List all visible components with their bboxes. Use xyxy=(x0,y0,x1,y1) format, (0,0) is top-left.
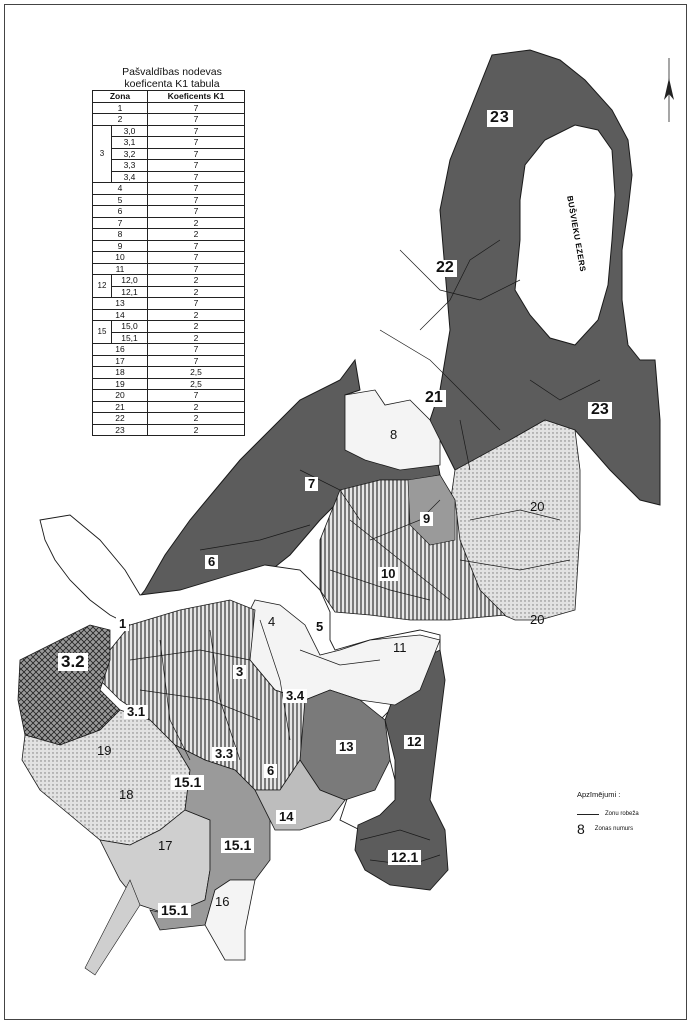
table-row xyxy=(93,367,245,379)
zone-label-17: 17 xyxy=(158,838,173,853)
subzone-cell: 3,3 xyxy=(112,160,148,172)
zone-label-3-2: 3.2 xyxy=(58,653,88,671)
coefficient-cell: 2 xyxy=(148,332,245,344)
zone-label-13: 13 xyxy=(336,740,356,754)
table-row xyxy=(93,263,245,275)
zone-group-cell: 15 xyxy=(93,321,112,344)
table-row xyxy=(93,321,245,333)
coefficient-cell: 7 xyxy=(148,137,245,149)
coefficient-cell: 7 xyxy=(148,171,245,183)
zone-cell: 21 xyxy=(93,401,148,413)
header-zone: Zona xyxy=(93,91,148,103)
subzone-cell: 3,1 xyxy=(112,137,148,149)
north-arrow xyxy=(662,56,676,128)
zone-cell: 16 xyxy=(93,344,148,356)
coefficient-cell: 2 xyxy=(148,413,245,425)
lake-busvieku xyxy=(515,125,615,345)
table-row xyxy=(93,160,245,172)
table-row xyxy=(93,390,245,402)
coefficient-cell: 7 xyxy=(148,125,245,137)
coefficient-cell: 7 xyxy=(148,206,245,218)
legend-title: Apzīmējumi : xyxy=(577,790,621,799)
coefficient-table-block xyxy=(92,66,252,436)
coefficient-cell: 2 xyxy=(148,401,245,413)
zone-label-9: 9 xyxy=(420,512,433,526)
coefficient-cell: 2 xyxy=(148,275,245,287)
table-row xyxy=(93,114,245,126)
table-row xyxy=(93,148,245,160)
zone-label-3-4: 3.4 xyxy=(283,689,307,703)
table-row xyxy=(93,355,245,367)
table-row xyxy=(93,424,245,436)
zone-label-1: 1 xyxy=(116,617,129,631)
zone-label-15-1-upper: 15.1 xyxy=(171,775,204,790)
legend-number-label: Zonas numurs xyxy=(594,826,634,832)
coefficient-cell: 7 xyxy=(148,263,245,275)
table-row xyxy=(93,275,245,287)
coefficient-cell: 2 xyxy=(148,309,245,321)
table-row xyxy=(93,171,245,183)
zone-label-5: 5 xyxy=(313,620,326,634)
zone-label-21: 21 xyxy=(422,390,446,407)
zone-cell: 14 xyxy=(93,309,148,321)
coefficient-cell: 7 xyxy=(148,160,245,172)
zone-cell: 4 xyxy=(93,183,148,195)
zone-cell: 9 xyxy=(93,240,148,252)
legend-boundary-label: Zonu robeža xyxy=(605,811,639,817)
zone-group-cell: 3 xyxy=(93,125,112,183)
coefficient-table xyxy=(92,90,245,436)
table-row xyxy=(93,332,245,344)
legend-row-number xyxy=(577,821,672,837)
coefficient-cell: 7 xyxy=(148,183,245,195)
coefficient-cell: 7 xyxy=(148,298,245,310)
zone-label-3-1: 3.1 xyxy=(124,705,148,719)
table-row xyxy=(93,137,245,149)
subzone-cell: 3,4 xyxy=(112,171,148,183)
zone-cell: 20 xyxy=(93,390,148,402)
zone-label-23-north: 23 xyxy=(487,110,513,127)
zone-label-10: 10 xyxy=(378,567,398,581)
zone-label-20-lower: 20 xyxy=(530,612,545,627)
zone-cell: 7 xyxy=(93,217,148,229)
table-title-line1: Pašvaldības nodevas xyxy=(122,66,222,78)
zone-label-12: 12 xyxy=(404,735,424,749)
coefficient-cell: 7 xyxy=(148,355,245,367)
subzone-cell: 15,0 xyxy=(112,321,148,333)
zone-label-8: 8 xyxy=(390,427,398,442)
zone-cell: 22 xyxy=(93,413,148,425)
zone-label-7: 7 xyxy=(305,477,318,491)
table-title-line2: koeficenta K1 tabula xyxy=(124,78,220,90)
table-row xyxy=(93,344,245,356)
table-row xyxy=(93,413,245,425)
subzone-cell: 12,0 xyxy=(112,275,148,287)
north-arrow-icon xyxy=(662,56,676,126)
zone-cell: 19 xyxy=(93,378,148,390)
table-row xyxy=(93,298,245,310)
subzone-cell: 15,1 xyxy=(112,332,148,344)
boundary-line-icon xyxy=(577,814,599,815)
zone-label-18: 18 xyxy=(119,787,134,802)
zone-cell: 1 xyxy=(93,102,148,114)
zone-label-22: 22 xyxy=(433,260,457,277)
zone-label-19: 19 xyxy=(97,743,112,758)
zone-label-3: 3 xyxy=(233,665,246,679)
legend-row-boundary xyxy=(577,811,672,817)
table-row xyxy=(93,183,245,195)
zone-cell: 23 xyxy=(93,424,148,436)
spit xyxy=(85,880,140,975)
subzone-cell: 12,1 xyxy=(112,286,148,298)
table-row xyxy=(93,401,245,413)
zone-label-12-1: 12.1 xyxy=(388,850,421,865)
zone-cell: 13 xyxy=(93,298,148,310)
coefficient-cell: 2,5 xyxy=(148,378,245,390)
coefficient-cell: 2 xyxy=(148,286,245,298)
coefficient-cell: 7 xyxy=(148,344,245,356)
zone-label-15-1-middle: 15.1 xyxy=(221,838,254,853)
zone-label-4: 4 xyxy=(268,614,276,629)
zone-label-20-upper: 20 xyxy=(530,499,545,514)
table-row xyxy=(93,252,245,264)
zone-cell: 2 xyxy=(93,114,148,126)
table-row xyxy=(93,229,245,241)
coefficient-cell: 2 xyxy=(148,217,245,229)
table-row xyxy=(93,286,245,298)
coefficient-cell: 2 xyxy=(148,321,245,333)
header-coefficient: Koeficents K1 xyxy=(148,91,245,103)
coefficient-cell: 2,5 xyxy=(148,367,245,379)
zone-label-23-east: 23 xyxy=(588,402,612,419)
subzone-cell: 3,2 xyxy=(112,148,148,160)
zone-cell: 6 xyxy=(93,206,148,218)
table-row xyxy=(93,240,245,252)
table-row xyxy=(93,102,245,114)
zone-label-6-small: 6 xyxy=(264,764,277,778)
lake-label: BUŠVIEKU EZERS xyxy=(565,195,588,273)
zone-cell: 8 xyxy=(93,229,148,241)
coefficient-cell: 7 xyxy=(148,252,245,264)
zone-label-16: 16 xyxy=(215,894,230,909)
legend-number-sample: 8 xyxy=(577,821,585,837)
zone-cell: 17 xyxy=(93,355,148,367)
zone-cell: 10 xyxy=(93,252,148,264)
map-legend xyxy=(577,790,672,837)
coefficient-cell: 7 xyxy=(148,148,245,160)
table-row xyxy=(93,217,245,229)
coefficient-cell: 7 xyxy=(148,114,245,126)
zone-cell: 5 xyxy=(93,194,148,206)
subzone-cell: 3,0 xyxy=(112,125,148,137)
coefficient-cell: 2 xyxy=(148,424,245,436)
zone-label-15-1-lower: 15.1 xyxy=(158,903,191,918)
coefficient-cell: 7 xyxy=(148,390,245,402)
coefficient-cell: 7 xyxy=(148,194,245,206)
table-row xyxy=(93,309,245,321)
table-row xyxy=(93,206,245,218)
zone-cell: 18 xyxy=(93,367,148,379)
zone-cell: 11 xyxy=(93,263,148,275)
coefficient-cell: 7 xyxy=(148,102,245,114)
table-row xyxy=(93,378,245,390)
zone-label-11: 11 xyxy=(393,640,407,655)
zone-group-cell: 12 xyxy=(93,275,112,298)
coefficient-cell: 7 xyxy=(148,240,245,252)
zone-label-14: 14 xyxy=(276,810,296,824)
table-row xyxy=(93,125,245,137)
table-row xyxy=(93,194,245,206)
zone-label-6: 6 xyxy=(205,555,218,569)
coefficient-cell: 2 xyxy=(148,229,245,241)
zone-label-3-3: 3.3 xyxy=(212,747,236,761)
